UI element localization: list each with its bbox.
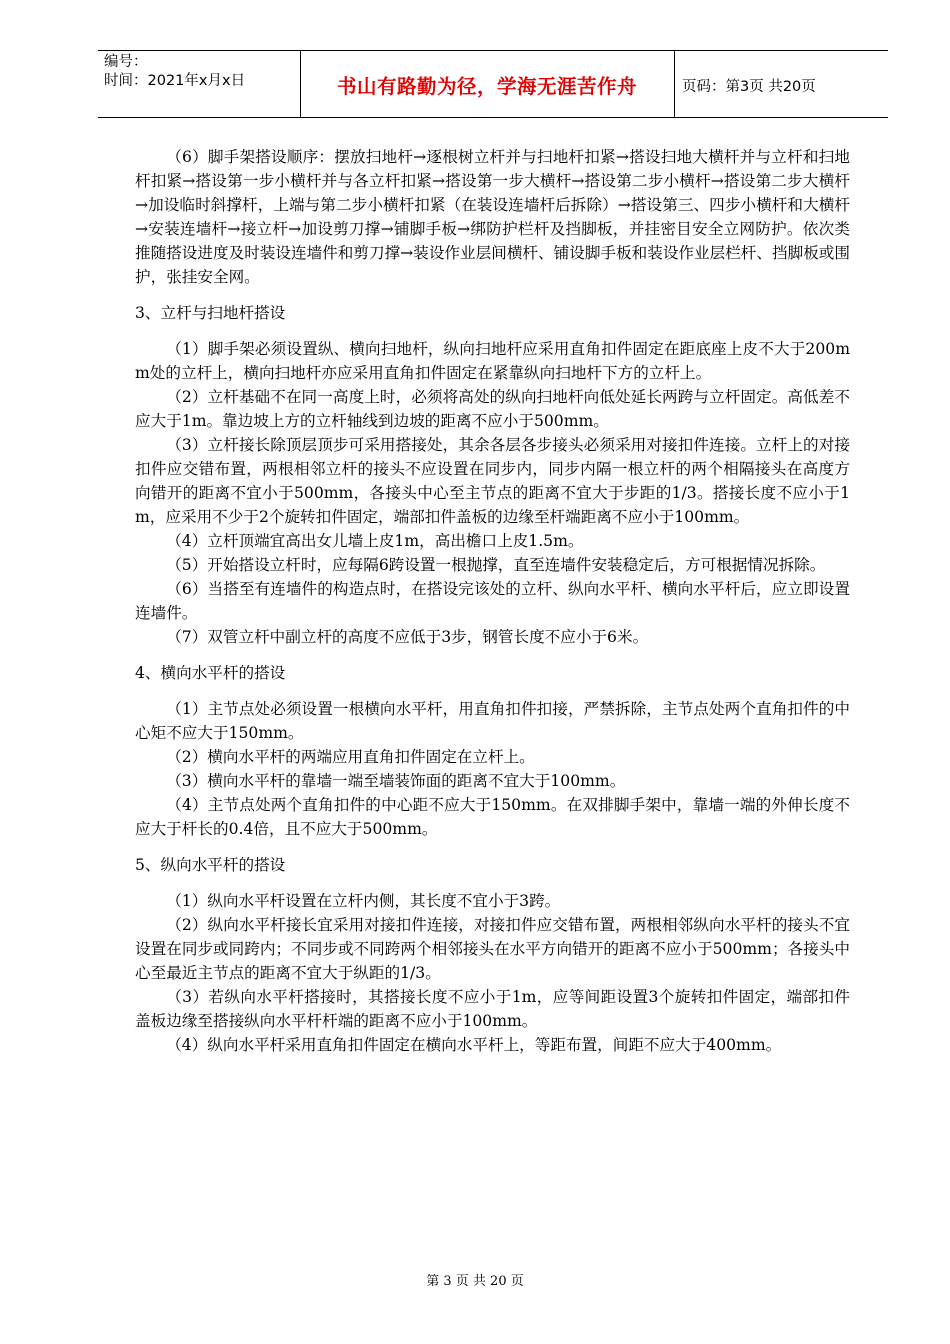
section-heading-4: 4、横向水平杆的搭设 [135, 664, 286, 682]
paragraph: （7）双管立杆中副立杆的高度不应低于3步，钢管长度不应小于6米。 [166, 628, 649, 646]
paragraph: （6）当搭至有连墙件的构造点时，在搭设完该处的立杆、纵向水平杆、横向水平杆后，应立即设置连墙件。 [135, 580, 850, 622]
paragraph: （2）立杆基础不在同一高度上时，必须将高处的纵向扫地杆向低处延长两跨与立杆固定。高低差不应大于1m。靠边坡上方的立杆轴线到边坡的距离不应小于500mm。 [135, 388, 850, 430]
section-heading-3: 3、立杆与扫地杆搭设 [135, 304, 286, 322]
paragraph-scaffold-order: （6）脚手架搭设顺序：摆放扫地杆→逐根树立杆并与扫地杆扣紧→搭设扫地大横杆并与立杆和扫地杆扣紧→搭设第一步小横杆并与各立杆扣紧→搭设第一步大横杆→搭设第二步小横杆→搭设第二步大横杆→加设临时斜撑杆，上端与第二步小横杆扣紧（在装设连墙杆后拆除）→搭设第三、四步小横杆和大横杆→安装连墙杆→接立杆→加设剪刀撑→铺脚手板→绑防护栏杆及挡脚板，并挂密目安全立网防护。依次类推随搭设进度及时装设连墙件和剪刀撑→装设作业层间横杆、铺设脚手板和装设作业层栏杆、挡脚板或围护，张挂安全网。 [135, 148, 850, 286]
paragraph: （1）纵向水平杆设置在立杆内侧，其长度不宜小于3跨。 [166, 892, 561, 910]
paragraph: （3）横向水平杆的靠墙一端至墙装饰面的距离不宜大于100mm。 [166, 772, 626, 790]
header-motto: 书山有路勤为径，学海无涯苦作舟 [336, 75, 637, 98]
header-page-info: 页码：第3页 共20页 [682, 79, 816, 95]
paragraph: （4）主节点处两个直角扣件的中心距不应大于150mm。在双排脚手架中，靠墙一端的外伸长度不应大于杆长的0.4倍，且不应大于500mm。 [135, 796, 850, 838]
doc-number-label: 编号： [104, 54, 148, 70]
page-footer: 第 3 页 共 20 页 [426, 1274, 524, 1289]
paragraph: （4）纵向水平杆采用直角扣件固定在横向水平杆上，等距布置，间距不应大于400mm。 [166, 1036, 782, 1054]
document-body [135, 145, 850, 1057]
paragraph: （2）纵向水平杆接长宜采用对接扣件连接，对接扣件应交错布置，两根相邻纵向水平杆的接头不宜设置在同步或同跨内；不同步或不同跨两个相邻接头在水平方向错开的距离不应小于500mm；各接头中心至最近主节点的距离不宜大于纵距的1/3。 [135, 916, 850, 982]
paragraph: （4）立杆顶端宜高出女儿墙上皮1m，高出檐口上皮1.5m。 [166, 532, 584, 550]
page-header [98, 50, 888, 118]
paragraph: （1）脚手架必须设置纵、横向扫地杆，纵向扫地杆应采用直角扣件固定在距底座上皮不大于200mm处的立杆上，横向扫地杆亦应采用直角扣件固定在紧靠纵向扫地杆下方的立杆上。 [135, 340, 850, 382]
section-heading-5: 5、纵向水平杆的搭设 [135, 856, 286, 874]
header-divider [674, 51, 675, 117]
header-meta [104, 53, 300, 91]
doc-time: 时间：2021年x月x日 [104, 73, 246, 89]
paragraph: （5）开始搭设立杆时，应每隔6跨设置一根抛撑，直至连墙件安装稳定后，方可根据情况拆除。 [166, 556, 826, 574]
paragraph: （3）立杆接长除顶层顶步可采用搭接处，其余各层各步接头必须采用对接扣件连接。立杆上的对接扣件应交错布置，两根相邻立杆的接头不应设置在同步内，同步内隔一根立杆的两个相隔接头在高度方向错开的距离不宜小于500mm，各接头中心至主节点的距离不宜大于步距的1/3。搭接长度不应小于1m，应采用不少于2个旋转扣件固定，端部扣件盖板的边缘至杆端距离不应小于100mm。 [135, 436, 850, 526]
paragraph: （2）横向水平杆的两端应用直角扣件固定在立杆上。 [166, 748, 535, 766]
paragraph: （1）主节点处必须设置一根横向水平杆，用直角扣件扣接，严禁拆除，主节点处两个直角扣件的中心矩不应大于150mm。 [135, 700, 850, 742]
paragraph: （3）若纵向水平杆搭接时，其搭接长度不应小于1m，应等间距设置3个旋转扣件固定，端部扣件盖板边缘至搭接纵向水平杆杆端的距离不应小于100mm。 [135, 988, 850, 1030]
